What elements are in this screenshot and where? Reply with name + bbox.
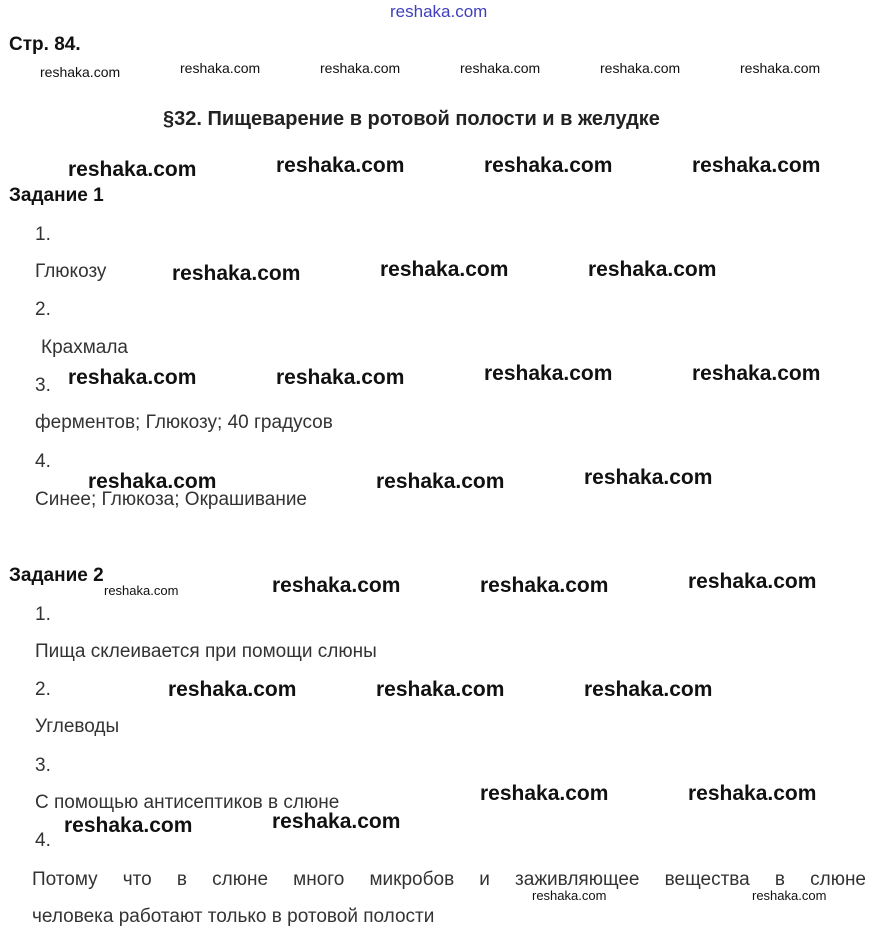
watermark: reshaka.com (376, 678, 505, 701)
watermark: reshaka.com (68, 158, 197, 181)
watermark: reshaka.com (168, 678, 297, 701)
watermark: reshaka.com (532, 888, 607, 903)
watermark: reshaka.com (584, 678, 713, 701)
watermark: reshaka.com (272, 810, 401, 833)
watermark: reshaka.com (104, 583, 179, 598)
section-title: §32. Пищеварение в ротовой полости и в желудке (163, 108, 660, 130)
watermark: reshaka.com (480, 574, 609, 597)
task2-item-answer: Пища склеивается при помощи слюны (35, 641, 377, 662)
page-number: Стр. 84. (9, 34, 81, 55)
watermark: reshaka.com (40, 64, 121, 80)
task1-item-answer: ферментов; Глюкозу; 40 градусов (35, 412, 333, 433)
watermark: reshaka.com (320, 60, 401, 76)
task1-title: Задание 1 (9, 185, 104, 206)
task2-item-number: 3. (35, 755, 51, 776)
watermark: reshaka.com (276, 366, 405, 389)
watermark: reshaka.com (68, 366, 197, 389)
watermark: reshaka.com (460, 60, 541, 76)
watermark: reshaka.com (272, 574, 401, 597)
watermark: reshaka.com (692, 362, 821, 385)
top-watermark: reshaka.com (390, 2, 488, 21)
task2-item-number: 4. (35, 830, 51, 851)
task2-item-number: 2. (35, 679, 51, 700)
task2-item-number: 1. (35, 604, 51, 625)
watermark: reshaka.com (752, 888, 827, 903)
watermark: reshaka.com (276, 154, 405, 177)
watermark: reshaka.com (64, 814, 193, 837)
watermark: reshaka.com (376, 470, 505, 493)
watermark: reshaka.com (172, 262, 301, 285)
task1-item-number: 2. (35, 299, 51, 320)
watermark: reshaka.com (180, 60, 261, 76)
task2-item-answer: Потому что в слюне много микробов и заживляющее вещества в слюне (32, 869, 866, 890)
watermark: reshaka.com (600, 60, 681, 76)
watermark: reshaka.com (688, 570, 817, 593)
watermark: reshaka.com (584, 466, 713, 489)
watermark: reshaka.com (588, 258, 717, 281)
task2-item-answer: Углеводы (35, 716, 120, 737)
task1-item-number: 3. (35, 375, 51, 396)
watermark: reshaka.com (484, 362, 613, 385)
task2-title: Задание 2 (9, 565, 104, 586)
watermark: reshaka.com (484, 154, 613, 177)
watermark: reshaka.com (688, 782, 817, 805)
task1-item-answer: Крахмала (41, 337, 128, 358)
task2-item-answer: С помощью антисептиков в слюне (35, 792, 340, 813)
watermark: reshaka.com (692, 154, 821, 177)
task1-item-answer: Глюкозу (35, 261, 107, 282)
task1-item-number: 1. (35, 224, 51, 245)
task2-item-answer: человека работают только в ротовой полости (32, 906, 435, 927)
task1-item-answer: Синее; Глюкоза; Окрашивание (35, 489, 307, 510)
watermark: reshaka.com (380, 258, 509, 281)
watermark: reshaka.com (480, 782, 609, 805)
watermark: reshaka.com (88, 470, 217, 493)
watermark: reshaka.com (740, 60, 821, 76)
task1-item-number: 4. (35, 451, 51, 472)
